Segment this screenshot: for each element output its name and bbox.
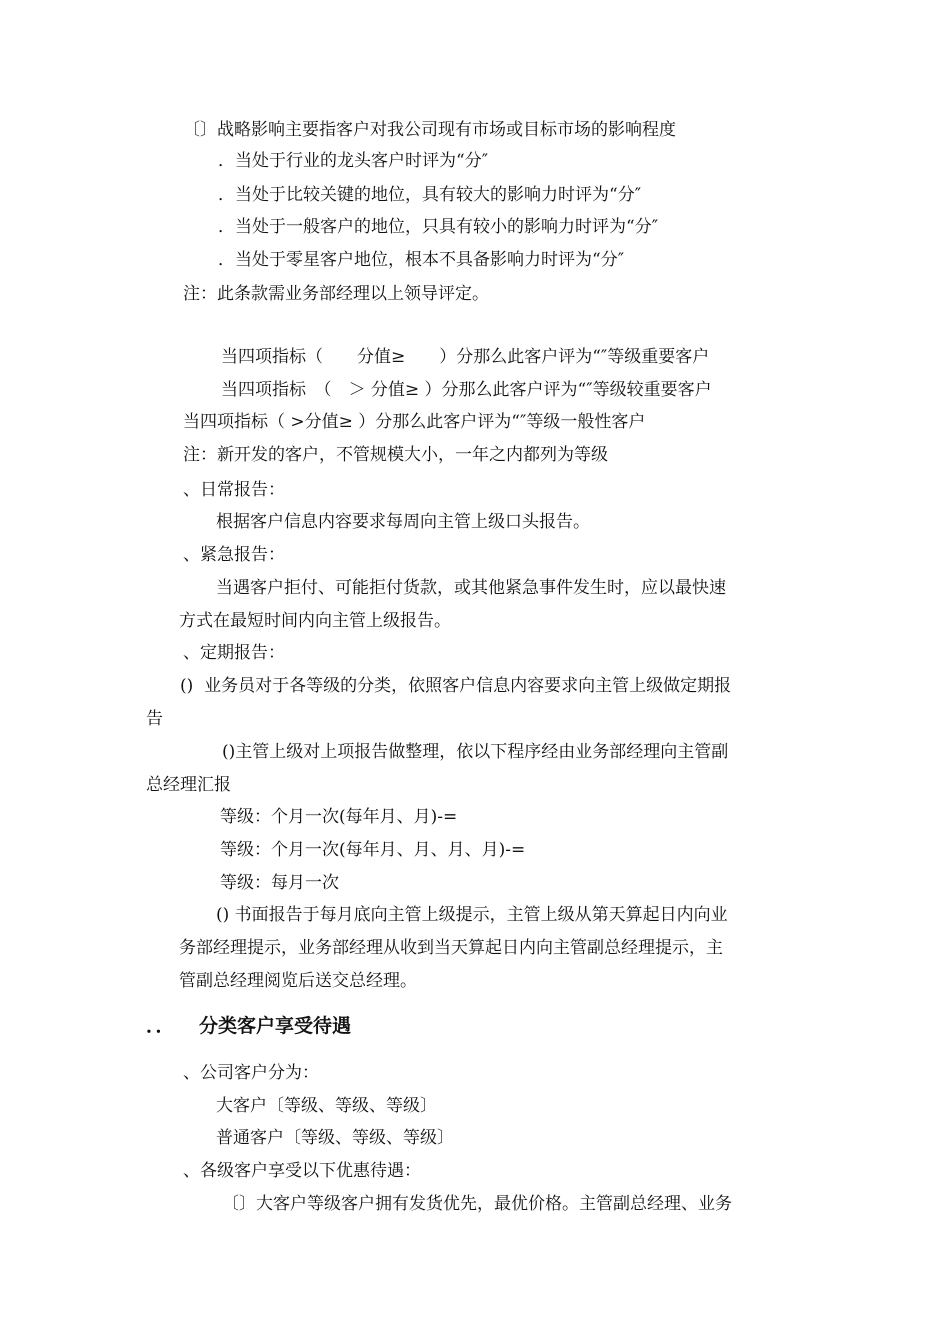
rating-rule: 当四项指标 （ ＞ 分值≥ ）分那么此客户评为“″等级较重要客户 — [221, 380, 712, 400]
paragraph: () 业务员对于各等级的分类，依照客户信息内容要求向主管上级做定期报 — [180, 676, 732, 696]
section-label: 、公司客户分为： — [183, 1063, 319, 1083]
list-item: 普通客户〔等级、等级、等级〕 — [216, 1128, 454, 1148]
rating-rule: 当四项指标（ >分值≥ ）分那么此客户评为“″等级一般性客户 — [183, 412, 646, 432]
paragraph: () 书面报告于每月底向主管上级提示，主管上级从第天算起日内向业 — [216, 905, 728, 925]
note: 注：此条款需业务部经理以上领导评定。 — [183, 284, 489, 304]
paragraph: 告 — [146, 709, 163, 729]
list-item: ．当处于行业的龙头客户时评为“分″ — [218, 151, 489, 171]
list-item: 大客户〔等级、等级、等级〕 — [216, 1096, 437, 1116]
list-item: ．当处于比较关键的地位，具有较大的影响力时评为“分″ — [218, 185, 642, 205]
paragraph: 务部经理提示，业务部经理从收到当天算起日内向主管副总经理提示，主 — [179, 938, 723, 958]
paragraph: 方式在最短时间内向主管上级报告。 — [179, 611, 451, 631]
paragraph: 当遇客户拒付、可能拒付货款，或其他紧急事件发生时，应以最快速 — [216, 578, 726, 598]
paragraph: 管副总经理阅览后送交总经理。 — [179, 971, 417, 991]
paragraph: 根据客户信息内容要求每周向主管上级口头报告。 — [216, 512, 590, 532]
schedule-item: 等级：每月一次 — [220, 873, 339, 893]
section-label: 、紧急报告： — [183, 545, 285, 565]
section-label: 、日常报告： — [183, 480, 285, 500]
section-label: 、各级客户享受以下优惠待遇： — [183, 1161, 421, 1181]
strategic-impact-item: 〔〕战略影响主要指客户对我公司现有市场或目标市场的影响程度 — [183, 120, 676, 140]
section-heading: 分类客户享受待遇 — [199, 1015, 352, 1037]
schedule-item: 等级：个月一次(每年月、月、月、月)-= — [220, 840, 526, 860]
paragraph: ()主管上级对上项报告做整理，依以下程序经由业务部经理向主管副 — [222, 742, 729, 762]
paragraph: 〔〕大客户等级客户拥有发货优先，最优价格。主管副总经理、业务 — [222, 1194, 732, 1214]
section-number: ．． — [146, 1015, 175, 1037]
rating-rule: 当四项指标（ 分值≥ ）分那么此客户评为“″等级重要客户 — [221, 347, 710, 367]
paragraph: 总经理汇报 — [146, 775, 231, 795]
section-label: 、定期报告： — [183, 643, 285, 663]
note: 注：新开发的客户，不管规模大小，一年之内都列为等级 — [183, 445, 608, 465]
list-item: ．当处于零星客户地位，根本不具备影响力时评为“分″ — [218, 250, 625, 270]
list-item: ．当处于一般客户的地位，只具有较小的影响力时评为“分″ — [218, 217, 659, 237]
schedule-item: 等级：个月一次(每年月、月)-= — [220, 807, 458, 827]
